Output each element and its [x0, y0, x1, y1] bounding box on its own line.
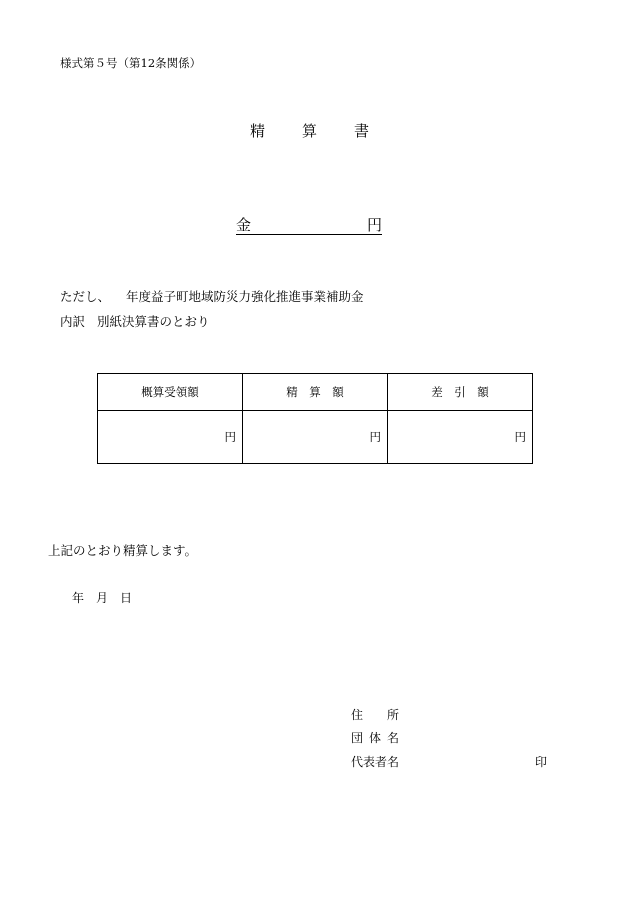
amount-field — [236, 214, 382, 235]
closing-statement: 上記のとおり精算します。 — [48, 543, 198, 558]
date-month: 月 — [96, 591, 109, 605]
document-title — [250, 120, 369, 141]
org-char-2: 体 — [369, 731, 382, 745]
address-char-2: 所 — [387, 708, 400, 722]
date-year: 年 — [72, 591, 85, 605]
amount-unit: 円 — [366, 216, 382, 234]
date-line — [72, 589, 132, 606]
date-day: 日 — [120, 591, 133, 605]
address-char-1: 住 — [351, 708, 364, 722]
breakdown-label: 内訳 — [60, 314, 86, 329]
breakdown-line — [60, 312, 210, 330]
cell-approx-received: 円 — [98, 411, 243, 464]
settlement-table — [97, 373, 533, 464]
organization-label — [351, 729, 399, 746]
seal-mark: 印 — [535, 755, 548, 769]
breakdown-value: 別紙決算書のとおり — [97, 314, 210, 329]
table-header-row — [98, 374, 533, 411]
title-char-2: 算 — [302, 122, 318, 140]
title-char-1: 精 — [250, 122, 266, 140]
proviso-line — [60, 287, 364, 305]
cell-settlement-amount: 円 — [243, 411, 388, 464]
representative-label: 代表者名 — [351, 755, 400, 769]
table-row — [98, 411, 533, 464]
cell-difference: 円 — [388, 411, 533, 464]
address-label — [351, 706, 399, 723]
header-difference: 差 引 額 — [388, 374, 533, 411]
org-char-3: 名 — [387, 731, 400, 745]
org-char-1: 団 — [351, 731, 364, 745]
subsidy-name: 年度益子町地域防災力強化推進事業補助金 — [126, 289, 364, 304]
proviso-label: ただし、 — [60, 289, 111, 304]
header-settlement-amount: 精 算 額 — [243, 374, 388, 411]
amount-prefix: 金 — [236, 216, 252, 234]
header-approx-received: 概算受領額 — [98, 374, 243, 411]
title-char-3: 書 — [354, 122, 370, 140]
form-number: 様式第５号（第12条関係） — [60, 56, 202, 70]
